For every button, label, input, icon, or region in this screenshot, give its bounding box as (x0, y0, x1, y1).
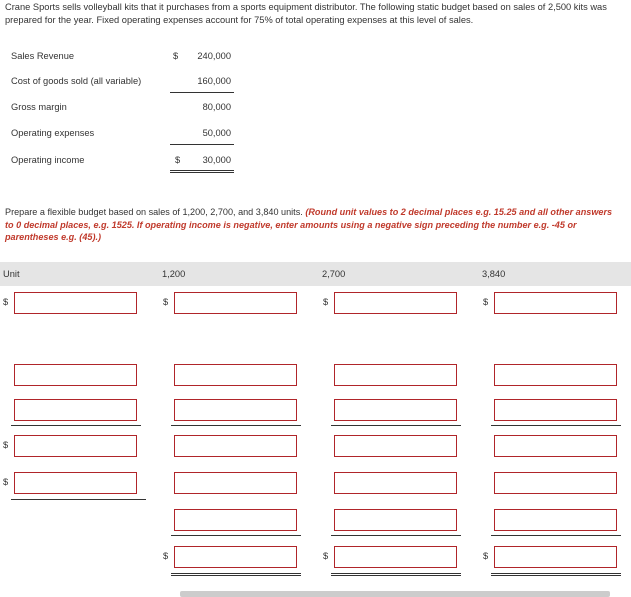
currency-sign: $ (3, 477, 9, 487)
row-rule (491, 535, 621, 536)
currency-sign: $ (323, 297, 329, 307)
header-3840: 3,840 (482, 269, 506, 279)
budget-value-sales-revenue: 240,000 (197, 51, 231, 61)
budget-value-gross-margin: 80,000 (202, 102, 231, 112)
currency-sign: $ (163, 297, 169, 307)
col3840-row4-input[interactable] (494, 435, 617, 457)
unit-row5-input[interactable] (14, 472, 137, 494)
horizontal-scrollbar[interactable] (180, 591, 610, 597)
col2700-row1-input[interactable] (334, 292, 457, 314)
col2700-row2-input[interactable] (334, 364, 457, 386)
row-rule (331, 425, 461, 426)
instructions-rounding-note: (Round unit values to 2 decimal places e.g. 15.25 and all other answers to 0 decimal places, e.g. 1525. If operating income is negative, enter amounts using a negative sign preceding the number e.g. -45 or parentheses e.g. (45).) (5, 207, 613, 242)
problem-intro: Crane Sports sells volleyball kits that it purchases from a sports equipment distributor. The following static budget based on sales of 2,500 kits was prepared for the year. Fixed operating expenses account for 75% of total operating expenses at this level of sales. (5, 2, 607, 25)
col3840-row7-input[interactable] (494, 546, 617, 568)
budget-rule-double-bottom (170, 172, 234, 173)
col1200-row2-input[interactable] (174, 364, 297, 386)
row-rule (171, 573, 301, 574)
budget-label-operating-income: Operating income (11, 155, 85, 165)
row-rule (331, 575, 461, 576)
row-rule (171, 575, 301, 576)
col3840-row1-input[interactable] (494, 292, 617, 314)
row-rule (491, 425, 621, 426)
budget-rule-double-top (170, 170, 234, 171)
unit-row2-input[interactable] (14, 364, 137, 386)
col3840-row3-input[interactable] (494, 399, 617, 421)
budget-label-cogs: Cost of goods sold (all variable) (11, 76, 142, 86)
col1200-row1-input[interactable] (174, 292, 297, 314)
row-rule (331, 573, 461, 574)
currency-sign: $ (483, 551, 489, 561)
budget-value-cogs: 160,000 (197, 76, 231, 86)
budget-label-operating-expenses: Operating expenses (11, 128, 95, 138)
col1200-row6-input[interactable] (174, 509, 297, 531)
row-rule (171, 425, 301, 426)
unit-row3-input[interactable] (14, 399, 137, 421)
col2700-row5-input[interactable] (334, 472, 457, 494)
currency-sign: $ (323, 551, 329, 561)
row-rule (491, 573, 621, 574)
col2700-row3-input[interactable] (334, 399, 457, 421)
instructions (5, 206, 620, 244)
col1200-row4-input[interactable] (174, 435, 297, 457)
budget-currency-operating-income: $ (175, 155, 181, 165)
col3840-row6-input[interactable] (494, 509, 617, 531)
budget-label-sales-revenue: Sales Revenue (11, 51, 75, 61)
col1200-row7-input[interactable] (174, 546, 297, 568)
budget-rule (170, 144, 234, 145)
row-rule (11, 425, 141, 426)
budget-value-operating-income: 30,000 (202, 155, 231, 165)
header-1200: 1,200 (162, 269, 186, 279)
currency-sign: $ (3, 440, 9, 450)
unit-row4-input[interactable] (14, 435, 137, 457)
col1200-row3-input[interactable] (174, 399, 297, 421)
budget-label-gross-margin: Gross margin (11, 102, 67, 112)
budget-value-operating-expenses: 50,000 (202, 128, 231, 138)
budget-currency-sales-revenue: $ (173, 51, 179, 61)
col2700-row6-input[interactable] (334, 509, 457, 531)
header-unit: Unit (3, 269, 20, 279)
unit-row1-input[interactable] (14, 292, 137, 314)
currency-sign: $ (3, 297, 9, 307)
col3840-row5-input[interactable] (494, 472, 617, 494)
currency-sign: $ (483, 297, 489, 307)
col1200-row5-input[interactable] (174, 472, 297, 494)
row-rule (491, 575, 621, 576)
table-header (0, 262, 631, 286)
budget-rule (170, 92, 234, 93)
row-rule (11, 499, 146, 500)
col2700-row4-input[interactable] (334, 435, 457, 457)
currency-sign: $ (163, 551, 169, 561)
row-rule (171, 535, 301, 536)
col3840-row2-input[interactable] (494, 364, 617, 386)
row-rule (331, 535, 461, 536)
header-2700: 2,700 (322, 269, 346, 279)
instructions-text: Prepare a flexible budget based on sales of 1,200, 2,700, and 3,840 units. (5, 207, 306, 217)
col2700-row7-input[interactable] (334, 546, 457, 568)
